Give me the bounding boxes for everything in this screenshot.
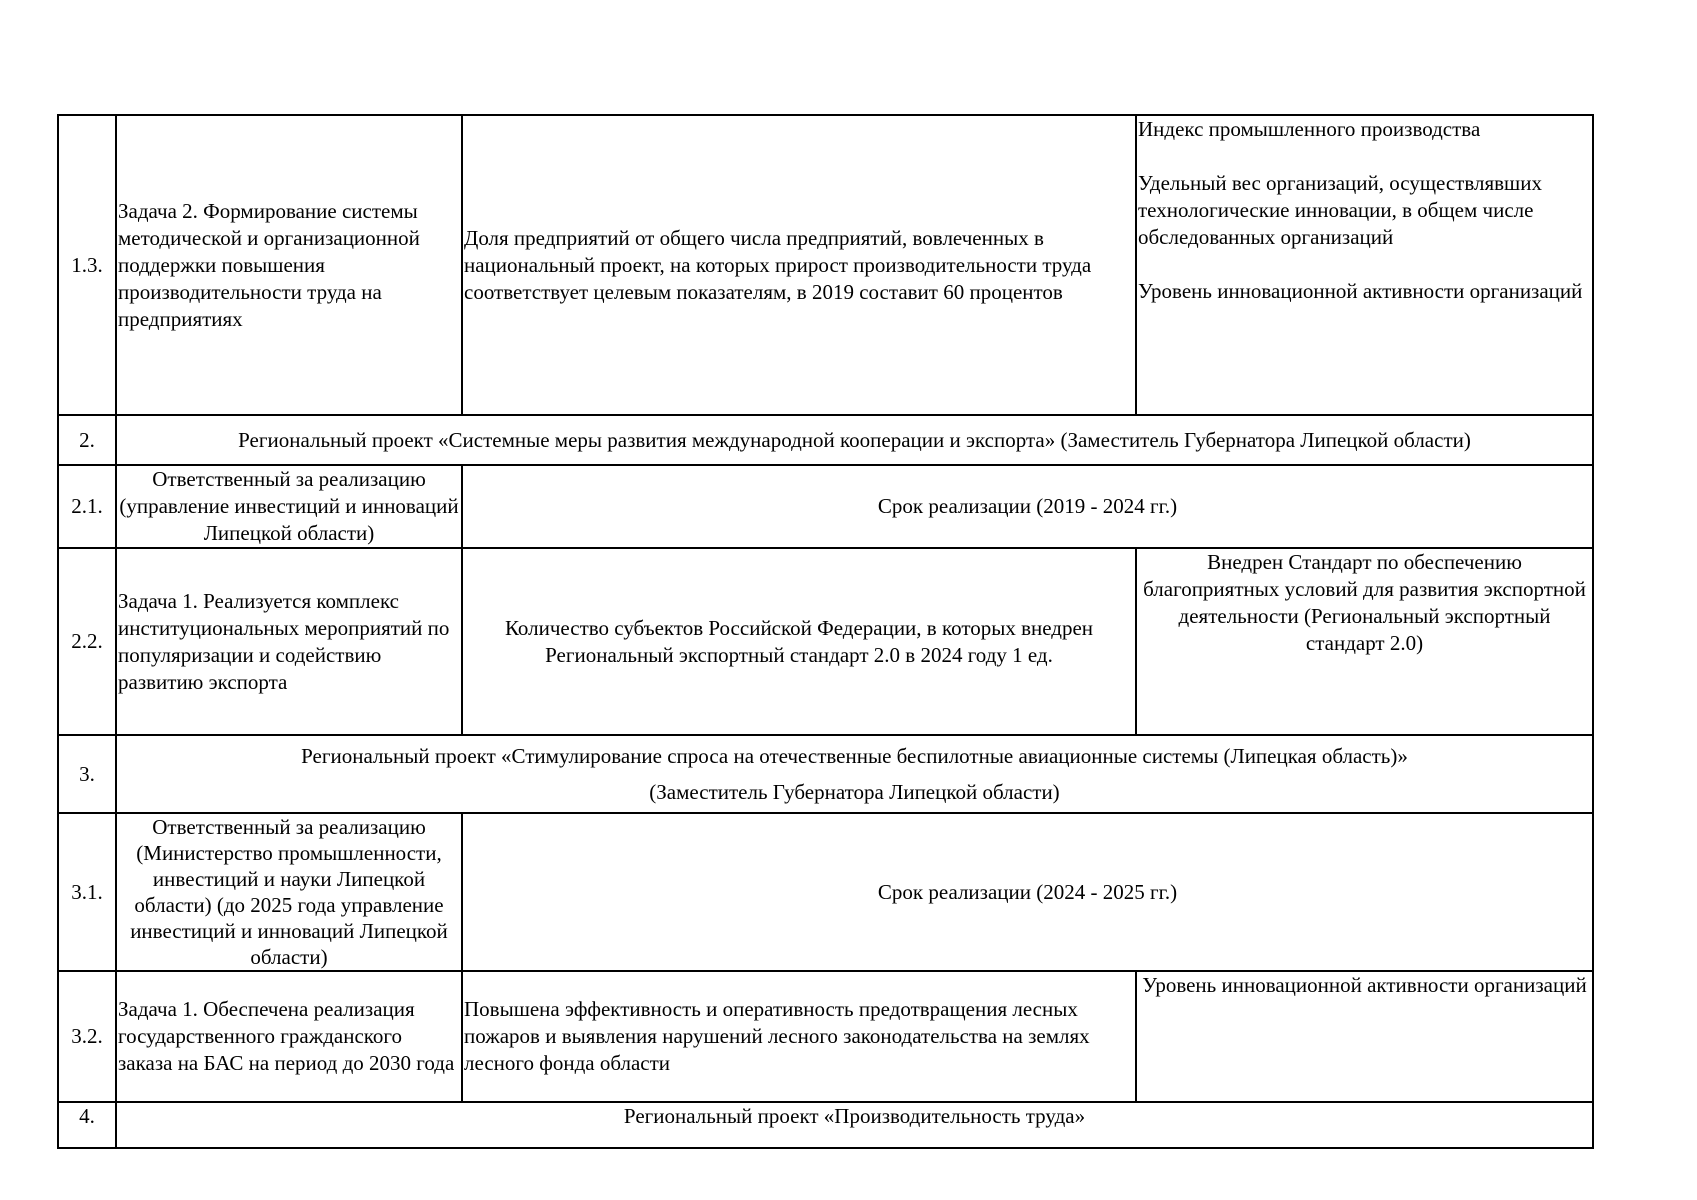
table-row xyxy=(58,971,1593,1102)
row-number: 3.1. xyxy=(58,813,116,971)
row-number: 2.1. xyxy=(58,465,116,548)
responsible-cell: Ответственный за реализацию (управление инвестиций и инноваций Липецкой области) xyxy=(116,465,462,548)
project-title-line: (Заместитель Губернатора Липецкой области) xyxy=(649,780,1060,804)
task-cell: Задача 2. Формирование системы методической и организационной поддержки повышения производительности труда на предприятиях xyxy=(116,115,462,415)
period-cell: Срок реализации (2019 - 2024 гг.) xyxy=(462,465,1593,548)
indicator-item: Удельный вес организаций, осуществлявших технологические инновации, в общем числе обследованных организаций xyxy=(1138,171,1542,249)
table-row xyxy=(58,735,1593,813)
period-cell: Срок реализации (2024 - 2025 гг.) xyxy=(462,813,1593,971)
indicator-cell: Внедрен Стандарт по обеспечению благоприятных условий для развития экспортной деятельности (Региональный экспортный стандарт 2.0) xyxy=(1136,548,1593,735)
indicator-cell xyxy=(1136,115,1593,415)
row-number: 4. xyxy=(58,1102,116,1148)
indicator-item: Уровень инновационной активности организаций xyxy=(1138,279,1583,303)
task-cell: Задача 1. Реализуется комплекс институциональных мероприятий по популяризации и содействию развитию экспорта xyxy=(116,548,462,735)
row-number: 2.2. xyxy=(58,548,116,735)
indicator-cell: Уровень инновационной активности организаций xyxy=(1136,971,1593,1102)
program-table xyxy=(57,114,1594,1149)
table-row xyxy=(58,548,1593,735)
result-cell: Повышена эффективность и оперативность предотвращения лесных пожаров и выявления нарушений лесного законодательства на землях лесного фонда области xyxy=(462,971,1136,1102)
row-number: 2. xyxy=(58,415,116,465)
table-row xyxy=(58,465,1593,548)
project-title-line: Региональный проект «Стимулирование спроса на отечественные беспилотные авиационные системы (Липецкая область)» xyxy=(301,744,1408,768)
project-title xyxy=(116,735,1593,813)
result-cell: Количество субъектов Российской Федерации, в которых внедрен Региональный экспортный стандарт 2.0 в 2024 году 1 ед. xyxy=(462,548,1136,735)
table-row xyxy=(58,1102,1593,1148)
row-number: 3.2. xyxy=(58,971,116,1102)
table-row xyxy=(58,415,1593,465)
project-title: Региональный проект «Производительность труда» xyxy=(116,1102,1593,1148)
table-row xyxy=(58,115,1593,415)
table-row xyxy=(58,813,1593,971)
task-cell: Задача 1. Обеспечена реализация государственного гражданского заказа на БАС на период до 2030 года xyxy=(116,971,462,1102)
responsible-cell: Ответственный за реализацию (Министерство промышленности, инвестиций и науки Липецкой области) (до 2025 года управление инвестиций и инноваций Липецкой области) xyxy=(116,813,462,971)
row-number: 1.3. xyxy=(58,115,116,415)
result-cell: Доля предприятий от общего числа предприятий, вовлеченных в национальный проект, на которых прирост производительности труда соответствует целевым показателям, в 2019 составит 60 процентов xyxy=(462,115,1136,415)
indicator-item: Индекс промышленного производства xyxy=(1138,117,1481,141)
project-title: Региональный проект «Системные меры развития международной кооперации и экспорта» (Заместитель Губернатора Липецкой области) xyxy=(116,415,1593,465)
row-number: 3. xyxy=(58,735,116,813)
